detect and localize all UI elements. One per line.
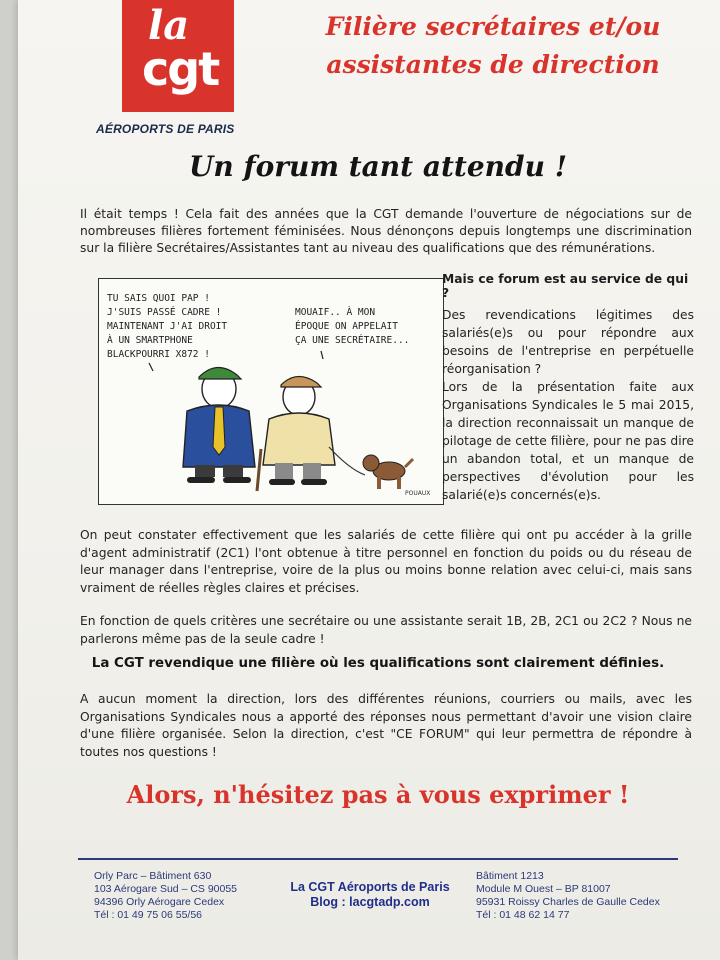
body-paragraph-1: On peut constater effectivement que les salariés de cette filière qui ont pu accéder à la grille d'agent administratif (2C1) l'ont obtenue à titre personnel en fonction du poids ou du réseau de leur manager dans l'entreprise, voire de la plus ou moins bonne relation avec celui-ci, mais sans vraiment de réelles règles claires et précises. (80, 528, 692, 595)
intro-paragraph: Il était temps ! Cela fait des années que la CGT demande l'ouverture de négociations sur de nombreuses filières fortement féminisées. Nous dénonçons depuis longtemps une discrimination sur la filière Secrétaires/Assistantes tant au niveau des qualifications que des rémunérations. (80, 207, 692, 255)
body-paragraph-2: En fonction de quels critères une secrétaire ou une assistante serait 1B, 2B, 2C1 ou 2C2 ? Nous ne parlerons même pas de la seule cadre ! (80, 614, 692, 646)
bubble-left-line: BLACKPOURRI X872 ! (107, 349, 210, 360)
footer-roissy-address (476, 870, 696, 922)
bubble-right-line: MOUAIF.. À MON (295, 307, 376, 318)
logo-subtitle: AÉROPORTS DE PARIS (96, 122, 235, 136)
side-paragraph-2: Lors de la présentation faite aux Organisations Syndicales le 5 mai 2015, la direction reconnaissait un manque de pilotage de cette filière, pour ne pas dire un abandon total, et un manque de perspectives d'évolution pour les salarié(e)s concernés(e)s. (442, 380, 694, 502)
dog-figure (363, 455, 413, 489)
bubble-right-line: ÉPOQUE ON APPELAIT (295, 321, 398, 332)
comic-drawing (99, 279, 443, 504)
footer-blog-link[interactable]: Blog : lacgtadp.com (310, 895, 430, 909)
footer-left-line: 94396 Orly Aérogare Cedex (94, 896, 225, 908)
bubble-right-line: ÇA UNE SECRÉTAIRE... (295, 335, 410, 346)
footer-right-line: Bâtiment 1213 (476, 870, 544, 882)
son-figure (183, 367, 255, 483)
footer-right-line: Tél : 01 48 62 14 77 (476, 909, 570, 921)
header-line-1: Filière secrétaires et/ou (325, 12, 661, 41)
comic-signature: POUAUX (405, 490, 431, 497)
footer-org-name: La CGT Aéroports de Paris (290, 880, 450, 894)
side-question: Mais ce forum est au service de qui ? (442, 272, 689, 300)
footer-orly-address (94, 870, 274, 922)
footer-right-line: Module M Ouest – BP 81007 (476, 883, 611, 895)
bubble-left-line: TU SAIS QUOI PAP ! (107, 293, 210, 304)
cgt-logo (122, 0, 234, 112)
logo-la-text: la (148, 2, 190, 49)
footer-left-line: Orly Parc – Bâtiment 630 (94, 870, 212, 882)
bubble-left-line: MAINTENANT J'AI DROIT (107, 321, 228, 332)
bubble-left-line: J'SUIS PASSÉ CADRE ! (107, 307, 222, 318)
call-to-action: Alors, n'hésitez pas à vous exprimer ! (126, 780, 630, 809)
flyer-page (18, 0, 720, 960)
cgt-demand: La CGT revendique une filière où les qualifications sont clairement définies. (91, 656, 665, 671)
footer-divider (78, 858, 678, 860)
side-paragraph-1: Des revendications légitimes des salariés(e)s ou pour répondre aux besoins de l'entreprise en perpétuelle réorganisation ? (442, 308, 694, 376)
footer-right-line: 95931 Roissy Charles de Gaulle Cedex (476, 896, 660, 908)
logo-cgt-text: cgt (142, 42, 219, 96)
footer-left-line: 103 Aérogare Sud – CS 90055 (94, 883, 238, 895)
footer-left-line: Tél : 01 49 75 06 55/56 (94, 909, 202, 921)
footer-org (260, 880, 480, 910)
header-title (278, 8, 708, 84)
bubble-left-line: À UN SMARTPHONE (107, 335, 193, 346)
comic-illustration (98, 278, 444, 505)
body-paragraph-3: A aucun moment la direction, lors des différentes réunions, courriers ou mails, avec les Organisations Syndicales nous a apporté des réponses nous permettant d'avoir une vision claire d'une filière organisée. Selon la direction, c'est "CE FORUM" qui leur permettra de répondre à toutes nos questions ! (80, 692, 692, 759)
header-line-2: assistantes de direction (326, 50, 660, 79)
page-title: Un forum tant attendu ! (189, 150, 567, 183)
father-figure (257, 376, 365, 491)
